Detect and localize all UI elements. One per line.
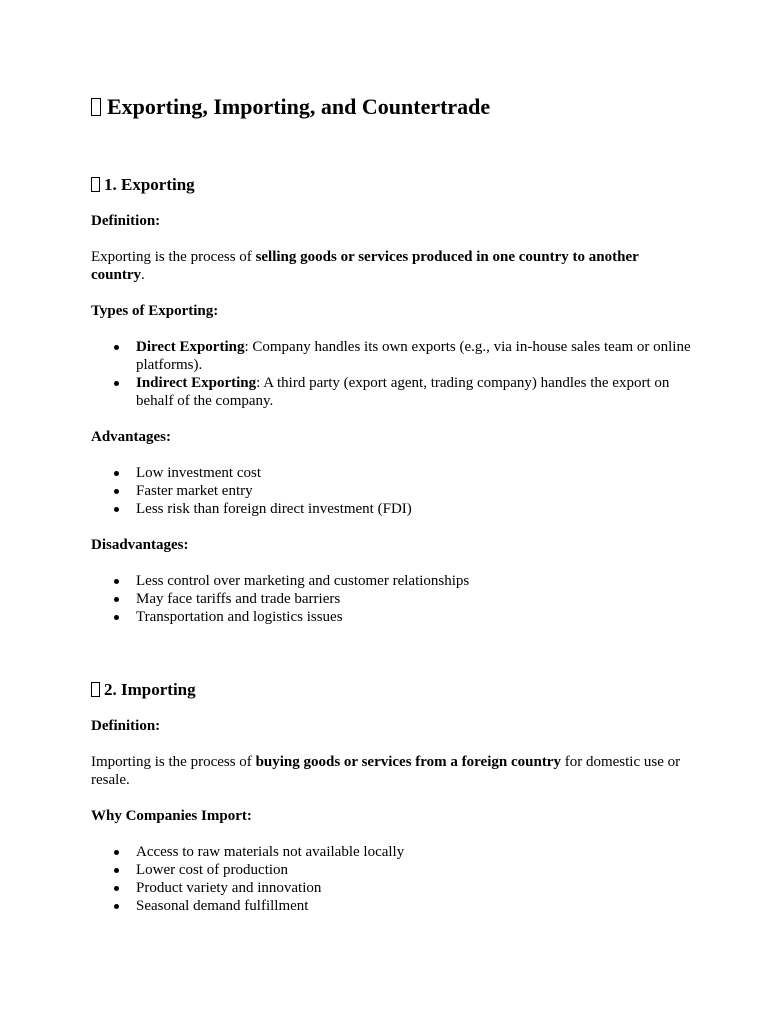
disadvantages-ul <box>91 572 691 626</box>
types-label: Types of Exporting: <box>91 303 219 319</box>
advantages-label-text: Advantages: <box>91 429 172 445</box>
list-item: Less control over marketing and customer relationships <box>91 572 691 590</box>
list-item: Less risk than foreign direct investment (FDI) <box>91 500 691 518</box>
types-of-exporting-list <box>91 338 691 410</box>
missing-glyph-icon <box>91 98 101 116</box>
advantages-label <box>91 428 691 446</box>
importing-section <box>91 679 691 701</box>
definition-text-bold: buying goods or services from a foreign country <box>255 754 561 770</box>
missing-glyph-icon <box>91 682 100 697</box>
advantages-list <box>91 464 691 518</box>
list-item: Access to raw materials not available locally <box>91 843 691 861</box>
missing-glyph-icon <box>91 177 100 192</box>
importing-heading <box>91 679 691 701</box>
document-title <box>91 93 490 121</box>
disadvantages-list <box>91 572 691 626</box>
importing-definition <box>91 753 691 789</box>
advantages-ul <box>91 464 691 518</box>
importing-definition-label <box>91 717 691 735</box>
list-item-desc: : Company handles its own exports (e.g., via in-house sales team or online platforms). <box>136 339 691 373</box>
list-item-term: Direct Exporting <box>136 339 245 355</box>
definition-text-plain: Importing is the process of <box>91 754 256 770</box>
exporting-heading <box>91 174 691 196</box>
list-item: Low investment cost <box>91 464 691 482</box>
list-item: Transportation and logistics issues <box>91 608 691 626</box>
why-ul <box>91 843 691 915</box>
list-item-term: Indirect Exporting <box>136 375 257 391</box>
list-item <box>91 338 691 374</box>
definition-label: Definition: <box>91 718 161 734</box>
disadvantages-label <box>91 536 691 554</box>
list-item: May face tariffs and trade barriers <box>91 590 691 608</box>
definition-label: Definition: <box>91 213 161 229</box>
why-import-list <box>91 843 691 915</box>
list-item: Product variety and innovation <box>91 879 691 897</box>
why-import-label <box>91 807 691 825</box>
types-list <box>91 338 691 410</box>
exporting-section <box>91 174 691 196</box>
definition-text-bold: selling goods or services produced in one country to another country <box>91 249 639 283</box>
disadvantages-label-text: Disadvantages: <box>91 537 189 553</box>
importing-heading-text: 2. Importing <box>104 680 196 699</box>
types-of-exporting-label <box>91 302 691 320</box>
exporting-definition <box>91 248 691 284</box>
exporting-definition-label <box>91 212 691 230</box>
why-label-text: Why Companies Import: <box>91 808 252 824</box>
definition-text-plain: Exporting is the process of <box>91 249 256 265</box>
importing-definition-text <box>91 753 691 789</box>
exporting-definition-text <box>91 248 691 284</box>
list-item <box>91 374 691 410</box>
list-item: Lower cost of production <box>91 861 691 879</box>
definition-text-end: for domestic use or resale. <box>91 754 681 788</box>
list-item: Faster market entry <box>91 482 691 500</box>
definition-text-end: . <box>141 267 145 283</box>
list-item: Seasonal demand fulfillment <box>91 897 691 915</box>
list-item-desc: : A third party (export agent, trading company) handles the export on behalf of the company. <box>136 375 670 409</box>
document-title-text: Exporting, Importing, and Countertrade <box>107 94 491 119</box>
exporting-heading-text: 1. Exporting <box>104 175 195 194</box>
